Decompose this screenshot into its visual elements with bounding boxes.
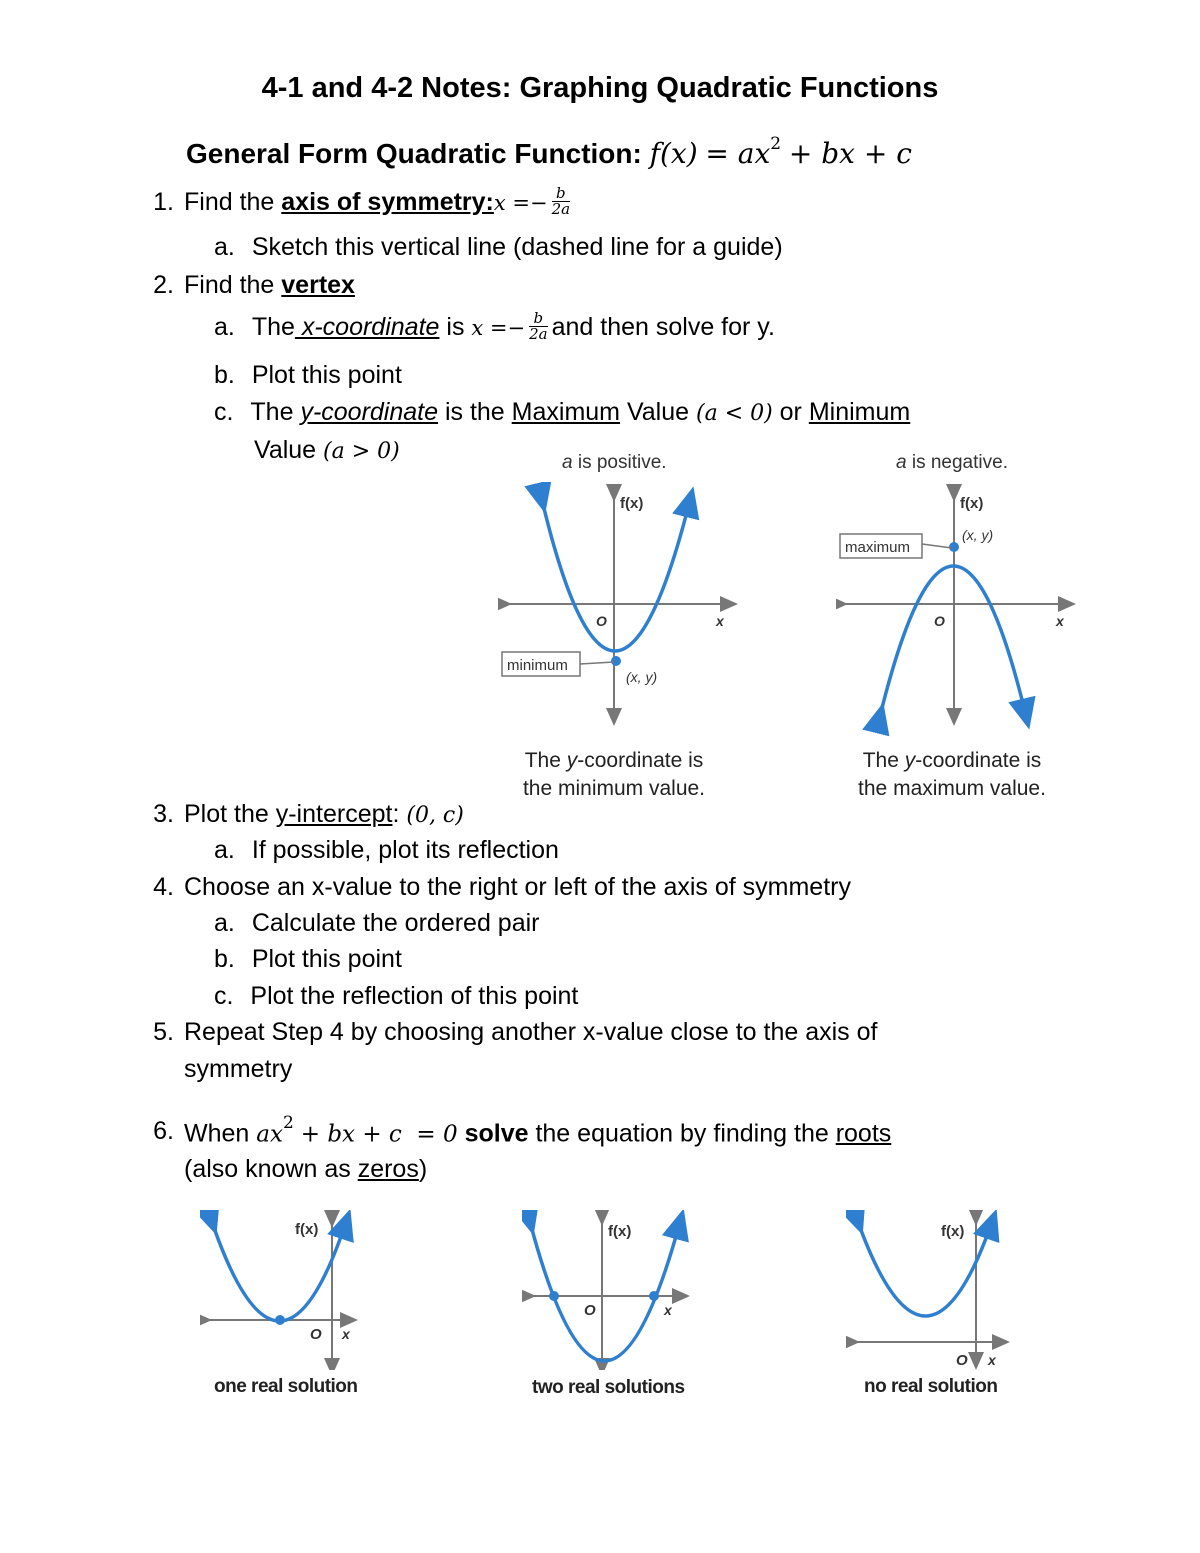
- fx-label: f(x): [295, 1221, 319, 1238]
- step-2a: [214, 309, 775, 344]
- parabola-curve: [212, 1222, 346, 1321]
- vertex-label: (x, y): [626, 669, 658, 685]
- step-number: 2.: [153, 271, 174, 299]
- general-form-lhs: f(x): [649, 137, 698, 170]
- fraction: $\frac{b}{2a}$: [529, 309, 548, 343]
- page-title: 4-1 and 4-2 Notes: Graphing Quadratic Functions: [261, 72, 939, 104]
- substep-keyword: x-coordinate: [294, 313, 440, 342]
- root-point: [275, 1315, 285, 1325]
- step-text: Repeat Step 4 by choosing another x-value close to the axis of: [184, 1018, 878, 1046]
- fraction: $\frac{b}{2a}$: [551, 184, 571, 218]
- vertex-label: (x, y): [962, 527, 994, 543]
- substep-text: Value: [620, 398, 696, 426]
- step-number: 3.: [153, 800, 174, 828]
- substep-text: Plot this point: [251, 945, 402, 973]
- step-2c-line2: [254, 436, 400, 465]
- zeros-keyword: zeros: [357, 1155, 419, 1183]
- step-number: 5.: [153, 1018, 174, 1046]
- general-form-label: General Form Quadratic Function:: [186, 138, 642, 169]
- substep-formula: (a < 0): [696, 401, 773, 426]
- general-form-tail: + bx + c: [788, 137, 912, 170]
- step-2c: [214, 398, 910, 427]
- substep-text: or: [772, 398, 809, 426]
- substep-letter: c.: [214, 982, 234, 1010]
- fx-label: f(x): [941, 1223, 965, 1240]
- figure-caption: no real solution: [864, 1376, 998, 1397]
- general-form-line: [186, 133, 912, 170]
- vertex-point: [611, 656, 621, 666]
- parabola-curve: [858, 1222, 992, 1316]
- minimum-keyword: Minimum: [808, 398, 911, 426]
- substep-text: is: [439, 313, 472, 342]
- step-2b: [214, 361, 402, 390]
- substep-text: Plot the reflection of this point: [250, 982, 579, 1010]
- figure-caption: one real solution: [214, 1376, 358, 1397]
- figure-a-positive: [498, 450, 748, 800]
- substep-text: is the: [438, 398, 512, 426]
- substep-letter: b.: [214, 945, 235, 973]
- step-keyword: vertex: [281, 271, 355, 299]
- origin-label: O: [310, 1326, 322, 1343]
- figure-caption: The y-coordinate is the maximum value.: [858, 749, 1046, 800]
- minimum-label: minimum: [507, 657, 568, 674]
- substep-letter: c.: [214, 398, 234, 426]
- step-text: the equation by finding the: [528, 1119, 836, 1148]
- fx-label: f(x): [960, 495, 984, 512]
- vertex-point: [949, 542, 959, 552]
- substep-letter: a.: [214, 313, 235, 342]
- no-solution-graph: [846, 1210, 1016, 1370]
- x-label: x: [716, 613, 724, 629]
- figure-caption: two real solutions: [532, 1377, 685, 1398]
- substep-text: Plot this point: [251, 361, 402, 389]
- figure-heading: a is positive.: [562, 452, 667, 473]
- step-4b: [214, 945, 402, 974]
- step-6-line2: (also known as zeros): [184, 1155, 428, 1183]
- step-4a: [214, 909, 539, 938]
- figure-no-real-solution: [846, 1210, 1016, 1410]
- general-form-rhs: = ax: [705, 137, 771, 170]
- substep-letter: b.: [214, 361, 235, 389]
- maximum-keyword: Maximum: [511, 398, 621, 426]
- step-3a: [214, 836, 559, 865]
- roots-keyword: roots: [835, 1119, 892, 1148]
- fx-label: f(x): [620, 495, 644, 512]
- two-solutions-graph: [522, 1210, 692, 1370]
- substep-formula: (a > 0): [323, 439, 400, 464]
- x-label: x: [342, 1326, 350, 1342]
- step-formula: x =−: [493, 191, 548, 216]
- x-label: x: [988, 1352, 996, 1368]
- step-number: 4.: [153, 873, 174, 901]
- root-point-left: [549, 1291, 559, 1301]
- step-text: Choose an x-value to the right or left of the axis of symmetry: [184, 873, 851, 901]
- one-solution-graph: [200, 1210, 370, 1370]
- substep-text: The: [250, 398, 301, 426]
- origin-label: O: [934, 613, 945, 629]
- general-form-exp: 2: [770, 133, 782, 154]
- step-formula: ax: [256, 1121, 283, 1148]
- parabola-curve: [542, 500, 690, 651]
- substep-text: Calculate the ordered pair: [251, 909, 540, 937]
- step-1a: [214, 233, 783, 262]
- figure-heading: a is negative.: [896, 452, 1008, 473]
- origin-label: O: [956, 1352, 968, 1369]
- step-number: 1.: [153, 188, 174, 216]
- step-formula: + bx + c = 0: [300, 1121, 458, 1148]
- x-label: x: [664, 1302, 672, 1318]
- step-text: Find the: [184, 188, 282, 217]
- x-label: x: [1056, 613, 1064, 629]
- figure-caption: The y-coordinate is the minimum value.: [522, 749, 706, 800]
- substep-letter: a.: [214, 233, 235, 261]
- figure-two-real-solutions: [522, 1210, 692, 1410]
- step-text: Plot the: [184, 800, 276, 828]
- substep-text: If possible, plot its reflection: [251, 836, 559, 864]
- substep-keyword: y-coordinate: [300, 398, 439, 426]
- substep-text: The: [251, 313, 295, 342]
- step-exponent: 2: [282, 1113, 294, 1133]
- origin-label: O: [596, 613, 607, 629]
- substep-formula: x =−: [471, 316, 526, 341]
- parabola-up-graph: [498, 482, 748, 772]
- step-text: Find the: [184, 271, 282, 299]
- step-bold: solve: [464, 1119, 529, 1148]
- substep-text: Sketch this vertical line (dashed line for a guide): [251, 233, 783, 261]
- figure-one-real-solution: [200, 1210, 370, 1410]
- step-keyword: y-intercept: [275, 800, 393, 828]
- parabola-down-graph: [836, 482, 1086, 772]
- origin-label: O: [584, 1302, 596, 1319]
- step-5-line2: symmetry: [184, 1055, 293, 1083]
- step-4c: [214, 982, 578, 1011]
- substep-letter: a.: [214, 909, 235, 937]
- step-number: 6.: [153, 1117, 174, 1145]
- root-point-right: [649, 1291, 659, 1301]
- fx-label: f(x): [608, 1223, 632, 1240]
- figure-a-negative: [836, 450, 1086, 800]
- substep-text: and then solve for y.: [551, 313, 775, 342]
- maximum-label: maximum: [845, 539, 911, 556]
- substep-text: Value: [254, 436, 324, 464]
- step-formula: (0, c): [406, 803, 464, 828]
- step-text: When: [184, 1119, 257, 1148]
- step-text: :: [392, 800, 407, 828]
- substep-letter: a.: [214, 836, 235, 864]
- step-keyword: axis of symmetry:: [281, 188, 494, 217]
